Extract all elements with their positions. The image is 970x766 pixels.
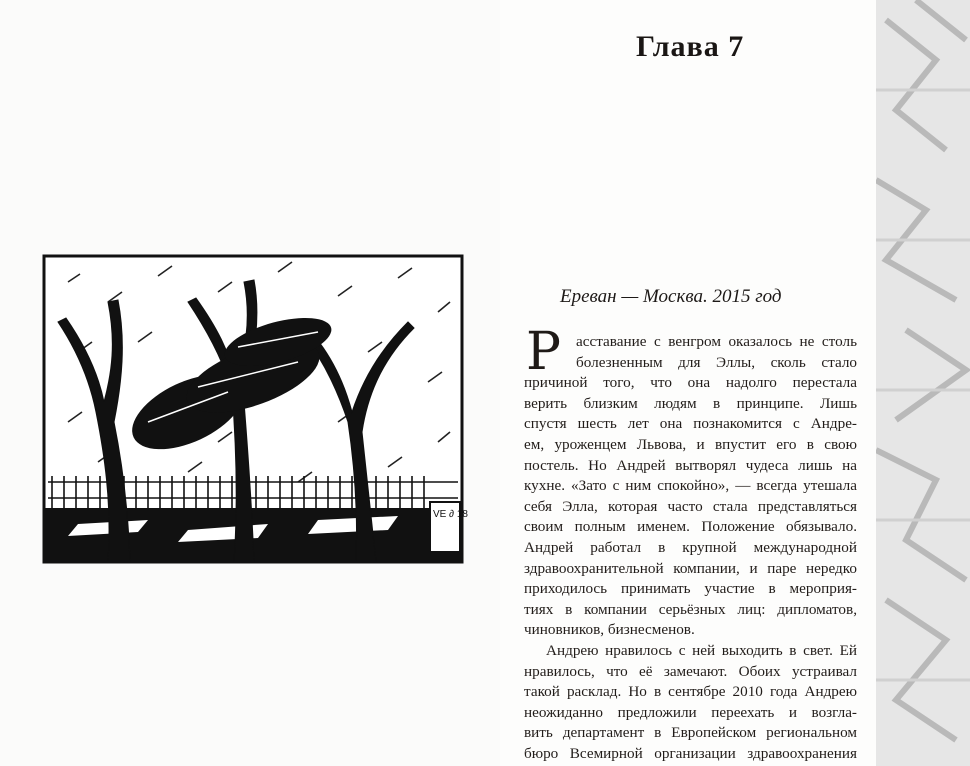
text-line: своим полным именем. Положение обязывало. bbox=[524, 518, 857, 536]
text-line: бюро Всемирной организации здравоохранения bbox=[524, 744, 857, 762]
text-line: нравилось, что её замечают. Обоих устраивал bbox=[524, 662, 857, 680]
text-line: чиновников, бизнесменов. bbox=[524, 621, 695, 639]
text-line: такой расклад. Но в сентябре 2010 года Андрею bbox=[524, 683, 857, 701]
text-line: вить департамент в Европейском региональном bbox=[524, 724, 857, 742]
text-line: неожиданно предложили переехать и возгла- bbox=[524, 703, 857, 721]
text-line: Андрею нравилось с ней выходить в свет. Ей bbox=[546, 641, 857, 659]
text-line: кухне. «Зато с ним спокойно», — всегда утешала bbox=[524, 477, 857, 495]
text-line: верить близким людям в принципе. Лишь bbox=[524, 394, 857, 412]
text-line: приходилось принимать участие в мероприя- bbox=[524, 580, 857, 598]
drop-cap-letter: Р bbox=[526, 322, 561, 382]
text-line: спустя шесть лет она познакомится с Андре- bbox=[524, 415, 857, 433]
text-line: себя Элла, которая часто стала представляться bbox=[524, 497, 857, 515]
decorative-edge-pattern bbox=[876, 0, 970, 766]
text-line: постель. Но Андрей вытворял чудеса лишь на bbox=[524, 456, 857, 474]
text-line: болезненным для Эллы, сколь стало bbox=[576, 353, 857, 371]
chapter-title: Глава 7 bbox=[636, 30, 745, 63]
illustration-stamp: VE ∂ 18 bbox=[433, 509, 468, 520]
tree-illustration bbox=[38, 252, 468, 564]
text-line: Андрей работал в крупной международной bbox=[524, 538, 857, 556]
text-line: асставание с венгром оказалось не столь bbox=[576, 333, 857, 350]
body-text bbox=[524, 322, 857, 764]
text-line: тиях в компании серьёзных лиц: дипломатов, bbox=[524, 600, 857, 618]
text-line: ем, уроженцем Львова, и впустит его в свою bbox=[524, 435, 857, 453]
text-line: здравоохранительной компании, и паре нередко bbox=[524, 559, 857, 577]
text-line: причиной того, что она надолго перестала bbox=[524, 374, 857, 392]
section-heading: Ереван — Москва. 2015 год bbox=[560, 286, 782, 307]
